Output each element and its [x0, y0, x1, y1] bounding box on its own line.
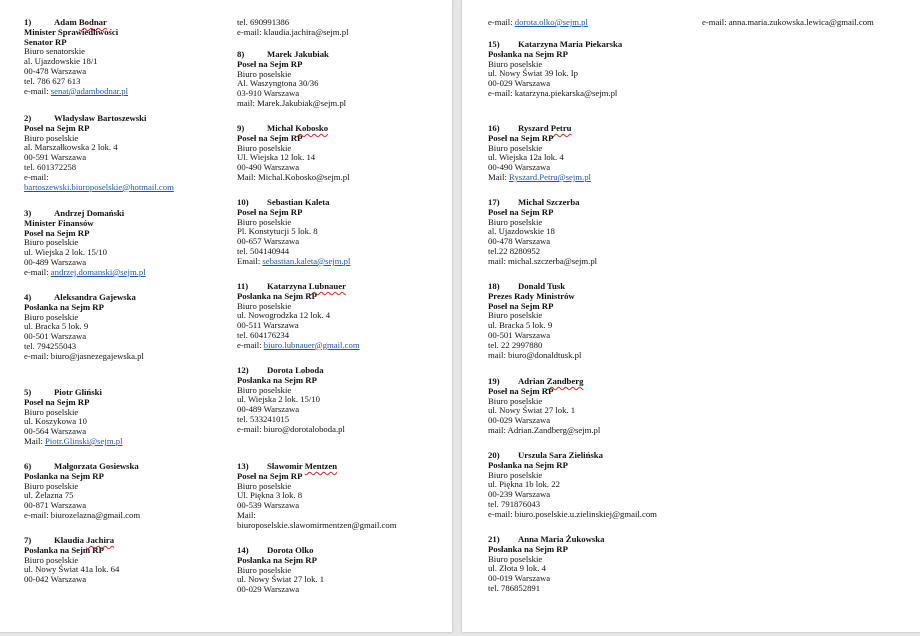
continued-contact	[237, 18, 349, 38]
entry-address-line: Biuro poselskie	[237, 216, 292, 227]
entry-address-line: 00-029 Warszawa	[488, 78, 551, 89]
entry-role: Poseł na Sejm RP	[24, 227, 90, 238]
entry-number: 11)	[237, 281, 249, 291]
contact-entry	[237, 282, 360, 351]
entry-address-line: Al. Waszyngtona 30/36	[237, 78, 319, 89]
entry-address-line: tel.22 8280952	[488, 245, 541, 256]
entry-number: 3)	[24, 208, 32, 218]
entry-address-line: tel. 604176234	[237, 329, 290, 340]
entry-address-line: Mail:	[237, 509, 256, 520]
spellcheck-underline: Jachira	[86, 535, 115, 545]
entry-address-line: Biuro poselskie	[24, 406, 79, 417]
entry-role: Poseł na Sejm RP	[237, 132, 303, 143]
entry-contact: mail: Adrian.Zandberg@sejm.pl	[488, 424, 601, 435]
entry-address-line: ul. Nowy Świat 41a lok. 64	[24, 564, 120, 575]
spellcheck-underline: Lubnauer	[308, 281, 346, 291]
entry-address-line: tel. 22 2997880	[488, 339, 543, 350]
entry-address-line: 00-501 Warszawa	[24, 331, 87, 342]
email-link[interactable]: Piotr.Glinski@sejm.pl	[45, 435, 123, 446]
entry-address-line: Biuro poselskie	[237, 480, 292, 491]
entry-number: 20)	[488, 450, 500, 460]
email-text: biuro@jasnezegajewska.pl	[50, 350, 144, 361]
entry-address-line: ul. Bracka 5 lok. 9	[488, 320, 553, 331]
entry-role: Poseł na Sejm RP	[237, 470, 303, 481]
spellcheck-underline: Mentzen	[304, 461, 338, 471]
entry-address-line: Biuro poselskie	[237, 300, 292, 311]
entry-address-line: ul. Nowy Świat 27 lok. 1	[237, 574, 325, 585]
entry-address-line: Biuro poselskie	[488, 395, 543, 406]
contact-entry	[24, 388, 123, 447]
email-link[interactable]: dorota.olko@sejm.pl	[514, 17, 588, 27]
entry-address-line: ul. Wiejska 12a lok. 4	[488, 152, 564, 163]
entry-contact: e-mail: biuro@jasnezegajewska.pl	[24, 350, 144, 361]
entry-address-line: Pl. Konstytucji 5 lok. 8	[237, 226, 318, 237]
entry-number: 5)	[24, 387, 32, 397]
entry-contact: mail: biuro@donaldtusk.pl	[488, 349, 582, 360]
entry-address-line: Ul. Piękna 3 lok. 8	[237, 490, 303, 501]
entry-number: 6)	[24, 461, 32, 471]
entry-name: Ryszard Petru	[518, 123, 572, 133]
entry-address-line: Biuro poselskie	[237, 142, 292, 153]
entry-address-line: Biuro poselskie	[237, 68, 292, 79]
entry-address-line: tel. 786852891	[488, 582, 541, 593]
entry-contact: tel. 690991386	[237, 17, 290, 27]
email-link[interactable]: bartoszewski.biuroposelskie@hotmail.com	[24, 181, 174, 192]
spellcheck-underline: Kobosko	[295, 123, 329, 133]
email-text: michal.szczerba@sejm.pl	[508, 255, 598, 266]
entry-address-line: 00-490 Warszawa	[237, 162, 300, 173]
entry-name: Anna Maria Żukowska	[518, 534, 605, 544]
entry-contact	[24, 183, 174, 193]
contact-entry	[24, 18, 128, 96]
contact-entry	[24, 462, 140, 521]
entry-address-line: al. Ujazdowskie 18	[488, 226, 555, 237]
entry-address-line: Biuro poselskie	[237, 564, 292, 575]
entry-address-line: 00-591 Warszawa	[24, 152, 87, 163]
entry-role: Posłanka na Sejm RP	[488, 543, 568, 554]
entry-address-line: 00-029 Warszawa	[237, 584, 300, 595]
entry-name: Sebastian Kaleta	[267, 197, 330, 207]
entry-contact: mail: michal.szczerba@sejm.pl	[488, 255, 598, 266]
entry-role: Poseł na Sejm RP	[237, 206, 303, 217]
entry-address-line: 00-490 Warszawa	[488, 162, 551, 173]
contact-entry	[488, 198, 597, 267]
entry-contact: Email: sebastian.kaleta@sejm.pl	[237, 255, 351, 266]
entry-number: 21)	[488, 534, 500, 544]
contact-entry	[488, 282, 581, 360]
entry-role: Minister Finansów	[24, 217, 94, 228]
entry-address-line: ul. Żelazna 75	[24, 490, 74, 501]
entry-contact: mail: Marek.Jakubiak@sejm.pl	[237, 97, 347, 108]
entry-address-line: ul. Piękna 1b lok. 22	[488, 479, 560, 490]
entry-name: Katarzyna Maria Piekarska	[518, 39, 623, 49]
email-text: Marek.Jakubiak@sejm.pl	[257, 97, 347, 108]
entry-address-line: al. Ujazdowskie 18/1	[24, 56, 98, 67]
entry-address-line: Biuro poselskie	[488, 310, 543, 321]
entry-role: Posłanka na Sejm RP	[237, 290, 317, 301]
entry-address-line: 00-478 Warszawa	[24, 65, 87, 76]
entry-name: Dorota Olko	[267, 545, 314, 555]
entry-contact: Mail: Ryszard.Petru@sejm.pl	[488, 171, 591, 182]
entry-address-line: 03-910 Warszawa	[237, 88, 300, 99]
email-text: Michal.Kobosko@sejm.pl	[258, 171, 350, 182]
entry-address-line: 00-564 Warszawa	[24, 426, 87, 437]
entry-number: 18)	[488, 281, 500, 291]
entry-contact: e-mail: biuro.poselskie.u.zielinskiej@gmail.com	[488, 508, 657, 519]
contact-entry	[488, 124, 591, 183]
entry-name: Klaudia Jachira	[54, 535, 115, 545]
contact-entry	[24, 114, 174, 192]
entry-address-line: Biuro poselskie	[488, 216, 543, 227]
entry-name: Adrian Zandberg	[518, 376, 584, 386]
entry-role: Posłanka na Sejm RP	[24, 301, 104, 312]
contact-entry	[237, 198, 350, 267]
entry-number: 7)	[24, 535, 32, 545]
email-text: biurozelazna@gmail.com	[50, 509, 141, 520]
contact-entry	[237, 366, 345, 435]
entry-address-line: 00-029 Warszawa	[488, 415, 551, 426]
entry-number: 15)	[488, 39, 500, 49]
email-text: biuro.poselskie.u.zielinskiej@gmail.com	[514, 508, 657, 519]
entry-address-line: tel. 601372258	[24, 161, 77, 172]
entry-contact	[237, 521, 397, 531]
entry-address-line: tel. 791876043	[488, 498, 541, 509]
entry-name: Donald Tusk	[518, 281, 566, 291]
entry-address-line: 00-019 Warszawa	[488, 573, 551, 584]
email-link[interactable]: senat@adambodnar.pl	[50, 85, 129, 96]
entry-role: Poseł na Sejm RP	[24, 122, 90, 133]
continued-email-right: e-mail: anna.maria.zukowska.lewica@gmail.com	[702, 17, 874, 27]
entry-address-line: 00-489 Warszawa	[24, 256, 87, 267]
entry-address-line: 00-511 Warszawa	[237, 320, 299, 331]
entry-name: Andrzej Domański	[54, 208, 125, 218]
entry-address-line: Biuro poselskie	[237, 384, 292, 395]
entry-address-line: 00-657 Warszawa	[237, 236, 300, 247]
contact-entry	[488, 377, 600, 436]
entry-address-line: Biuro poselskie	[488, 553, 543, 564]
continued-email-left: e-mail: dorota.olko@sejm.pl	[488, 17, 588, 27]
entry-address-line: tel. 504140944	[237, 245, 290, 256]
contact-entry	[24, 209, 146, 278]
entry-address-line: Ul. Wiejska 12 lok. 14	[237, 152, 316, 163]
email-link[interactable]: sebastian.kaleta@sejm.pl	[262, 255, 351, 266]
entry-role: Poseł na Sejm RP	[237, 58, 303, 69]
entry-number: 14)	[237, 545, 249, 555]
entry-number: 16)	[488, 123, 500, 133]
entry-address-line: 00-501 Warszawa	[488, 329, 551, 340]
contact-entry	[237, 50, 346, 109]
entry-name: Aleksandra Gajewska	[54, 292, 136, 302]
entry-contact: e-mail: biurozelazna@gmail.com	[24, 509, 141, 520]
entry-name: Dorota Loboda	[267, 365, 324, 375]
entry-address-line: ul. Koszykowa 10	[24, 416, 87, 427]
entry-role: Posłanka na Sejm RP	[24, 544, 104, 555]
spellcheck-underline: Zandberg	[546, 376, 584, 386]
entry-address-line: e-mail:	[24, 171, 49, 182]
contact-entry	[488, 40, 622, 99]
contact-entry	[237, 546, 324, 595]
entry-address-line: Biuro poselskie	[488, 142, 543, 153]
entry-address-line: al. Marszałkowska 2 lok. 4	[24, 142, 118, 153]
entry-address-line: 00-478 Warszawa	[488, 236, 551, 247]
document-page-left	[0, 0, 452, 632]
entry-contact: e-mail: senat@adambodnar.pl	[24, 85, 129, 96]
entry-contact: e-mail: biuro@dorotaloboda.pl	[237, 423, 345, 434]
entry-address-line: ul. Wiejska 2 lok. 15/10	[237, 394, 320, 405]
entry-contact: e-mail: andrzej.domanski@sejm.pl	[24, 266, 146, 277]
entry-number: 9)	[237, 123, 245, 133]
contact-entry	[237, 124, 350, 183]
entry-role: Prezes Rady Ministrów	[488, 290, 575, 301]
contact-entry	[488, 535, 604, 594]
contact-entry	[488, 451, 657, 520]
entry-address-line: 00-489 Warszawa	[237, 404, 300, 415]
entry-contact: Mail: Piotr.Glinski@sejm.pl	[24, 435, 123, 446]
entry-number: 4)	[24, 292, 32, 302]
entry-number: 2)	[24, 113, 32, 123]
email-text: biuroposelskie.slawomirmentzen@gmail.com	[237, 519, 397, 530]
email-text: Adrian.Zandberg@sejm.pl	[507, 424, 601, 435]
entry-role: Poseł na Sejm RP	[488, 206, 554, 217]
entry-number: 13)	[237, 461, 249, 471]
entry-name: Katarzyna Lubnauer	[267, 281, 346, 291]
entry-contact: e-mail: biuro.lubnauer@gmail.com	[237, 339, 360, 350]
entry-address-line: ul. Wiejska 2 lok. 15/10	[24, 247, 107, 258]
entry-address-line: ul. Złota 9 lok. 4	[488, 563, 546, 574]
entry-address-line: Biuro poselskie	[24, 480, 79, 491]
contact-entry	[24, 536, 119, 585]
entry-contact: Mail: Michal.Kobosko@sejm.pl	[237, 171, 350, 182]
entry-number: 1)	[24, 17, 32, 27]
email-text: katarzyna.piekarska@sejm.pl	[514, 87, 618, 98]
entry-role: Posłanka na Sejm RP	[24, 470, 104, 481]
entry-name: Michał Kobosko	[267, 123, 329, 133]
entry-role: Posłanka na Sejm RP	[237, 554, 317, 565]
entry-number: 10)	[237, 197, 249, 207]
entry-name: Małgorzata Gosiewska	[54, 461, 139, 471]
entry-name: Michał Szczerba	[518, 197, 580, 207]
entry-address-line: Biuro poselskie	[24, 132, 79, 143]
email-text: biuro@donaldtusk.pl	[508, 349, 582, 360]
entry-role: Poseł na Sejm RP	[488, 385, 554, 396]
entry-number: 19)	[488, 376, 500, 386]
document-page-right	[462, 0, 920, 632]
entry-address-line: Biuro senatorskie	[24, 46, 86, 57]
entry-address-line: Biuro poselskie	[488, 58, 543, 69]
entry-address-line: 00-042 Warszawa	[24, 574, 87, 585]
entry-name: Władysław Bartoszewski	[54, 113, 147, 123]
entry-number: 8)	[237, 49, 245, 59]
entry-name: Adam Bodnar	[54, 17, 107, 27]
entry-address-line: Biuro poselskie	[24, 554, 79, 565]
entry-name: Sławomir Mentzen	[267, 461, 338, 471]
spellcheck-underline: Petru	[550, 123, 572, 133]
entry-name: Urszula Sara Zielińska	[518, 450, 603, 460]
entry-role: Posłanka na Sejm RP	[488, 48, 568, 59]
email-link[interactable]: andrzej.domanski@sejm.pl	[50, 266, 146, 277]
entry-address-line: Biuro poselskie	[24, 237, 79, 248]
entry-role: Poseł na Sejm RP	[488, 132, 554, 143]
entry-address-line: tel. 794255043	[24, 340, 77, 351]
email-text: biuro@dorotaloboda.pl	[263, 423, 345, 434]
entry-address-line: ul. Nowy Świat 39 lok. Ip	[488, 68, 579, 79]
entry-address-line: 00-239 Warszawa	[488, 489, 551, 500]
entry-address-line: Biuro poselskie	[488, 469, 543, 480]
contact-entry	[237, 462, 397, 531]
entry-address-line: ul. Nowogrodzka 12 lok. 4	[237, 310, 331, 321]
entry-role: Poseł na Sejm RP	[488, 300, 554, 311]
entry-role: Minister Sprawiedliwości	[24, 26, 119, 37]
entry-role: Posłanka na Sejm RP	[488, 459, 568, 470]
entry-contact: e-mail: katarzyna.piekarska@sejm.pl	[488, 87, 618, 98]
entry-name: Marek Jakubiak	[267, 49, 329, 59]
entry-role: Poseł na Sejm RP	[24, 396, 90, 407]
entry-address-line: Biuro poselskie	[24, 311, 79, 322]
entry-address-line: ul. Nowy Świat 27 lok. 1	[488, 405, 576, 416]
email-link[interactable]: biuro.lubnauer@gmail.com	[263, 339, 360, 350]
entry-address-line: ul. Bracka 5 lok. 9	[24, 321, 89, 332]
entry-address-line: tel. 533241015	[237, 413, 290, 424]
entry-address-line: tel. 786 627 613	[24, 75, 81, 86]
entry-number: 17)	[488, 197, 500, 207]
contact-entry	[24, 293, 144, 362]
entry-role: Senator RP	[24, 36, 67, 47]
email-link[interactable]: Ryszard.Petru@sejm.pl	[509, 171, 591, 182]
entry-name: Piotr Gliński	[54, 387, 102, 397]
entry-contact: e-mail: klaudia.jachira@sejm.pl	[237, 26, 349, 37]
entry-address-line: 00-871 Warszawa	[24, 500, 87, 511]
spellcheck-underline: Bodnar	[78, 17, 107, 27]
entry-number: 12)	[237, 365, 249, 375]
entry-role: Posłanka na Sejm RP	[237, 374, 317, 385]
entry-address-line: 00-539 Warszawa	[237, 500, 300, 511]
